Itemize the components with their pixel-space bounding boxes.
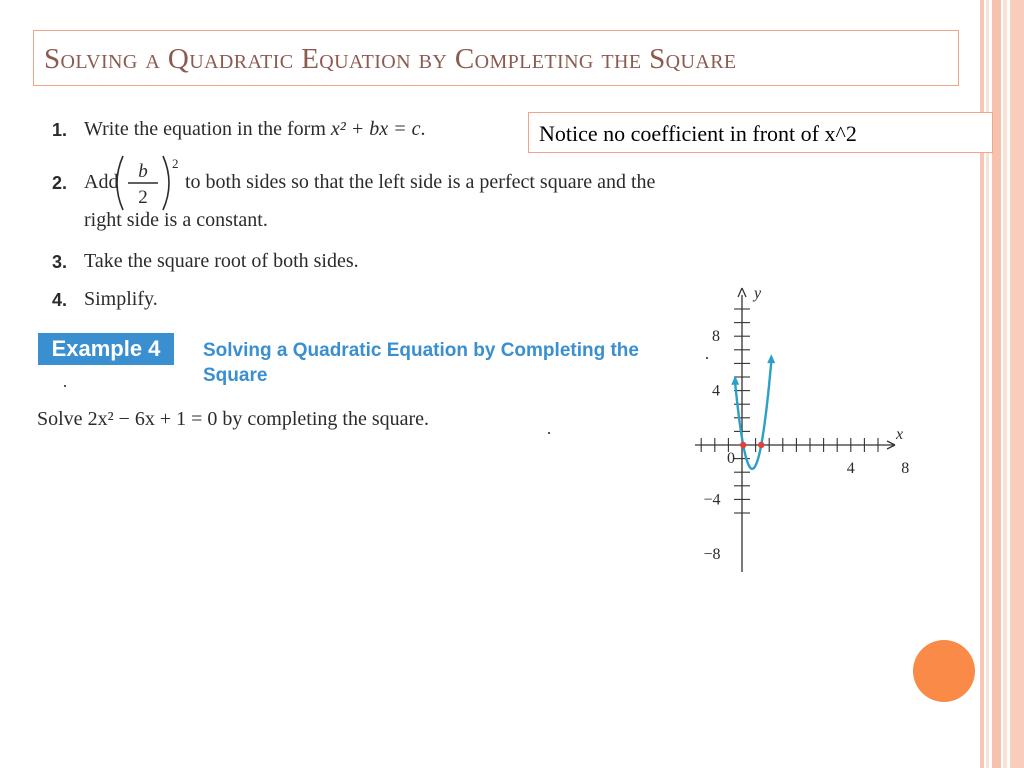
example-title: Solving a Quadratic Equation by Completing the Square (203, 340, 639, 386)
decor-stripe (1003, 0, 1007, 768)
step-2-text: to both sides so that the left side is a perfect square and the (185, 171, 656, 193)
b-over-2-squared (111, 153, 181, 213)
example-badge: Example 4 (38, 333, 174, 365)
title-box (33, 30, 959, 86)
y-tick-label: −8 (703, 545, 721, 563)
graph-axes (695, 288, 895, 572)
speck (548, 432, 550, 434)
step-2-add: Add (84, 171, 119, 193)
y-tick-label: 4 (712, 382, 720, 400)
problem-math: 2x² − 6x + 1 = 0 (87, 408, 218, 430)
step-1-number: 1. (52, 120, 68, 140)
slide-title: Solving a Quadratic Equation by Completing the Square (44, 43, 737, 75)
step-1-text (84, 118, 426, 141)
curve-arrow-right (767, 354, 775, 363)
step-3-number: 3. (52, 252, 68, 272)
decor-stripe (992, 0, 1001, 768)
step-2-text-cont: right side is a constant. (84, 209, 268, 231)
problem-lead: Solve (37, 408, 88, 430)
graph-labels (703, 285, 909, 563)
step-4-number: 4. (52, 290, 68, 310)
step-4-text: Simplify. (84, 288, 158, 310)
step-2-number: 2. (52, 173, 68, 193)
x-tick-label: 4 (846, 460, 855, 477)
root-point (740, 442, 746, 448)
fraction-exponent: 2 (172, 156, 179, 171)
step-1-math: x² + bx = c (330, 118, 421, 140)
problem-end: by completing the square. (217, 408, 430, 430)
parabola-curve (735, 362, 771, 469)
note-text: Notice no coefficient in front of x^2 (539, 121, 857, 146)
decor-circle (913, 640, 975, 702)
parabola-graph (690, 280, 920, 580)
speck (64, 385, 66, 387)
fraction-denominator: 2 (138, 187, 148, 208)
step-3-text: Take the square root of both sides. (84, 250, 359, 272)
decor-stripe (1010, 0, 1024, 768)
step-1-lead: Write the equation in the form (84, 118, 331, 140)
fraction-numerator: b (138, 161, 148, 182)
y-tick-label: −4 (703, 491, 721, 509)
x-tick-label: 8 (901, 460, 910, 477)
note-box (528, 112, 993, 153)
root-point (758, 442, 764, 448)
example-problem (37, 408, 429, 431)
origin-label: 0 (727, 450, 735, 467)
x-axis-label: x (896, 426, 904, 443)
y-tick-label: 8 (712, 328, 720, 346)
y-axis-label: y (754, 285, 762, 302)
step-1-end: . (420, 118, 426, 140)
